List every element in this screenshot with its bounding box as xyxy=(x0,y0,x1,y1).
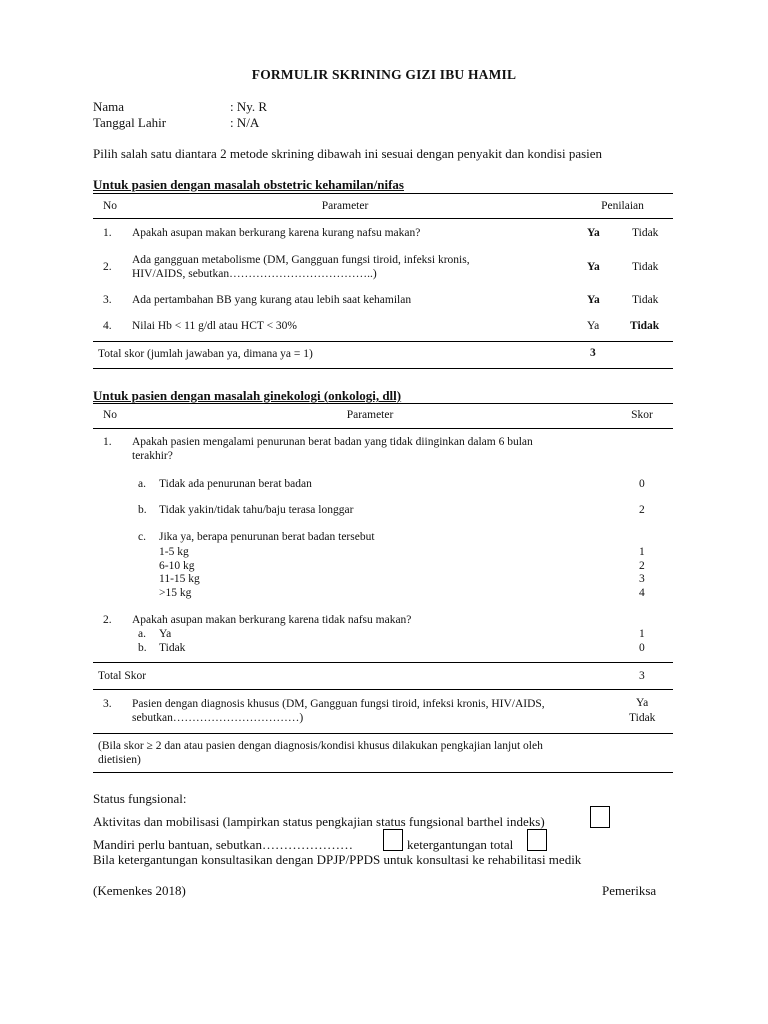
total-dependence-checkbox[interactable] xyxy=(527,829,547,851)
name-label: Nama xyxy=(93,99,125,114)
obstetric-row-4-tidak: Tidak xyxy=(630,320,660,332)
obstetric-row-2-param-line1: Ada gangguan metabolisme (DM, Gangguan fungsi tiroid, infeksi kronis, xyxy=(132,254,470,266)
gyn-q2-a-label: a. xyxy=(138,628,146,640)
instruction-text: Pilih salah satu diantara 2 metode skrining dibawah ini sesuai dengan penyakit dan kondisi pasien xyxy=(93,146,603,161)
gyn-q2-no: 2. xyxy=(103,614,112,626)
weight-loss-option: 11-15 kg xyxy=(159,573,200,585)
total-dependence-text: ketergantungan total xyxy=(407,837,514,852)
gyn-q3-text-line1: Pasien dengan diagnosis khusus (DM, Gangguan fungsi tiroid, infeksi kronis, HIV/AIDS, xyxy=(132,698,545,710)
gyn-note-line1: (Bila skor ≥ 2 dan atau pasien dengan diagnosis/kondisi khusus dilakukan pengkajian lanjut oleh xyxy=(98,740,543,752)
gyn-q1-c-text: Jika ya, berapa penurunan berat badan tersebut xyxy=(159,531,375,543)
gyn-note-line2: dietisien) xyxy=(98,754,141,766)
obstetric-row-2-param-line2: HIV/AIDS, sebutkan………………………………..) xyxy=(132,268,377,280)
mobility-text: Aktivitas dan mobilisasi (lampirkan status pengkajian status fungsional barthel indeks) xyxy=(93,814,545,829)
obstetric-total-label: Total skor (jumlah jawaban ya, dimana ya = 1) xyxy=(98,348,313,360)
gyn-q1-text-line2: terakhir? xyxy=(132,450,173,462)
consult-text: Bila ketergantungan konsultasikan dengan DPJP/PPDS untuk konsultasi ke rehabilitasi medik xyxy=(93,852,582,867)
weight-loss-option: 1-5 kg xyxy=(159,546,189,558)
obstetric-row-1-tidak: Tidak xyxy=(632,227,659,239)
obstetric-row-1-ya: Ya xyxy=(587,227,600,239)
obstetric-total-value: 3 xyxy=(590,347,596,359)
gyn-q1-a-score: 0 xyxy=(639,478,645,490)
obstetric-row-3-param: Ada pertambahan BB yang kurang atau lebih saat kehamilan xyxy=(132,294,412,306)
weight-loss-score: 3 xyxy=(639,573,645,585)
obstetric-row-3-tidak: Tidak xyxy=(632,294,659,306)
table-bottom-rule xyxy=(93,368,673,369)
table-divider xyxy=(93,689,673,690)
functional-status-label: Status fungsional: xyxy=(93,791,187,806)
examiner-label: Pemeriksa xyxy=(602,883,657,898)
table-top-rule xyxy=(93,193,673,194)
obstetric-col-no: No xyxy=(102,200,118,212)
gyn-q1-c-label: c. xyxy=(138,531,146,543)
table-divider xyxy=(93,341,673,342)
obstetric-row-3-ya: Ya xyxy=(587,294,600,306)
weight-loss-option: >15 kg xyxy=(159,587,192,599)
source-citation: (Kemenkes 2018) xyxy=(93,883,186,898)
table-top-rule xyxy=(93,403,673,404)
mandiri-text: Mandiri perlu bantuan, sebutkan………………… xyxy=(93,837,353,852)
gyn-col-score: Skor xyxy=(631,409,653,421)
weight-loss-score: 1 xyxy=(639,546,645,558)
gyn-q3-text-line2: sebutkan……………………………) xyxy=(132,712,304,724)
gyn-q1-text-line1: Apakah pasien mengalami penurunan berat badan yang tidak diinginkan dalam 6 bulan xyxy=(132,436,533,448)
mandiri-checkbox[interactable] xyxy=(383,829,403,851)
gyn-q2-b-label: b. xyxy=(138,642,147,654)
gyn-q1-a-text: Tidak ada penurunan berat badan xyxy=(159,478,312,490)
dob-value: : N/A xyxy=(230,115,260,130)
weight-loss-score: 2 xyxy=(639,560,645,572)
obstetric-row-2-no: 2. xyxy=(103,261,112,273)
gyn-total-label: Total Skor xyxy=(98,670,147,682)
weight-loss-score: 4 xyxy=(639,587,645,599)
obstetric-heading: Untuk pasien dengan masalah obstetric kehamilan/nifas xyxy=(93,177,404,192)
table-header-rule xyxy=(93,218,673,219)
obstetric-row-2-tidak: Tidak xyxy=(632,261,659,273)
obstetric-row-4-no: 4. xyxy=(103,320,112,332)
gyn-col-no: No xyxy=(102,409,118,421)
gyn-q3-tidak: Tidak xyxy=(629,712,656,724)
table-divider xyxy=(93,662,673,663)
obstetric-row-1-param: Apakah asupan makan berkurang karena kurang nafsu makan? xyxy=(132,227,421,239)
weight-loss-option: 6-10 kg xyxy=(159,560,195,572)
obstetric-row-2-ya: Ya xyxy=(587,261,600,273)
gyn-total-value: 3 xyxy=(639,670,645,682)
gyn-q2-b-score: 0 xyxy=(639,642,645,654)
gyn-q2-text: Apakah asupan makan berkurang karena tidak nafsu makan? xyxy=(132,614,412,626)
gyn-q3-ya: Ya xyxy=(636,697,649,709)
table-divider xyxy=(93,733,673,734)
table-header-rule xyxy=(93,428,673,429)
table-bottom-rule xyxy=(93,772,673,773)
gyn-q1-b-text: Tidak yakin/tidak tahu/baju terasa longgar xyxy=(159,504,354,516)
gyn-q1-a-label: a. xyxy=(138,478,146,490)
gyn-q1-b-label: b. xyxy=(138,504,147,516)
obstetric-row-4-ya: Ya xyxy=(587,320,600,332)
obstetric-row-1-no: 1. xyxy=(103,227,112,239)
gyn-q2-a-text: Ya xyxy=(159,628,172,640)
obstetric-row-3-no: 3. xyxy=(103,294,112,306)
obstetric-row-4-param: Nilai Hb < 11 g/dl atau HCT < 30% xyxy=(132,320,298,332)
gyn-q1-no: 1. xyxy=(103,436,112,448)
mobility-checkbox[interactable] xyxy=(590,806,610,828)
page-title: FORMULIR SKRINING GIZI IBU HAMIL xyxy=(251,67,517,82)
gyn-q2-b-text: Tidak xyxy=(159,642,186,654)
name-value: : Ny. R xyxy=(230,99,268,114)
gyn-heading: Untuk pasien dengan masalah ginekologi (onkologi, dll) xyxy=(93,388,402,403)
gyn-q2-a-score: 1 xyxy=(639,628,645,640)
dob-label: Tanggal Lahir xyxy=(93,115,167,130)
obstetric-col-score: Penilaian xyxy=(601,200,644,212)
gyn-q3-no: 3. xyxy=(103,698,112,710)
obstetric-col-parameter: Parameter xyxy=(321,200,369,212)
gyn-col-parameter: Parameter xyxy=(346,409,394,421)
gyn-q1-b-score: 2 xyxy=(639,504,645,516)
